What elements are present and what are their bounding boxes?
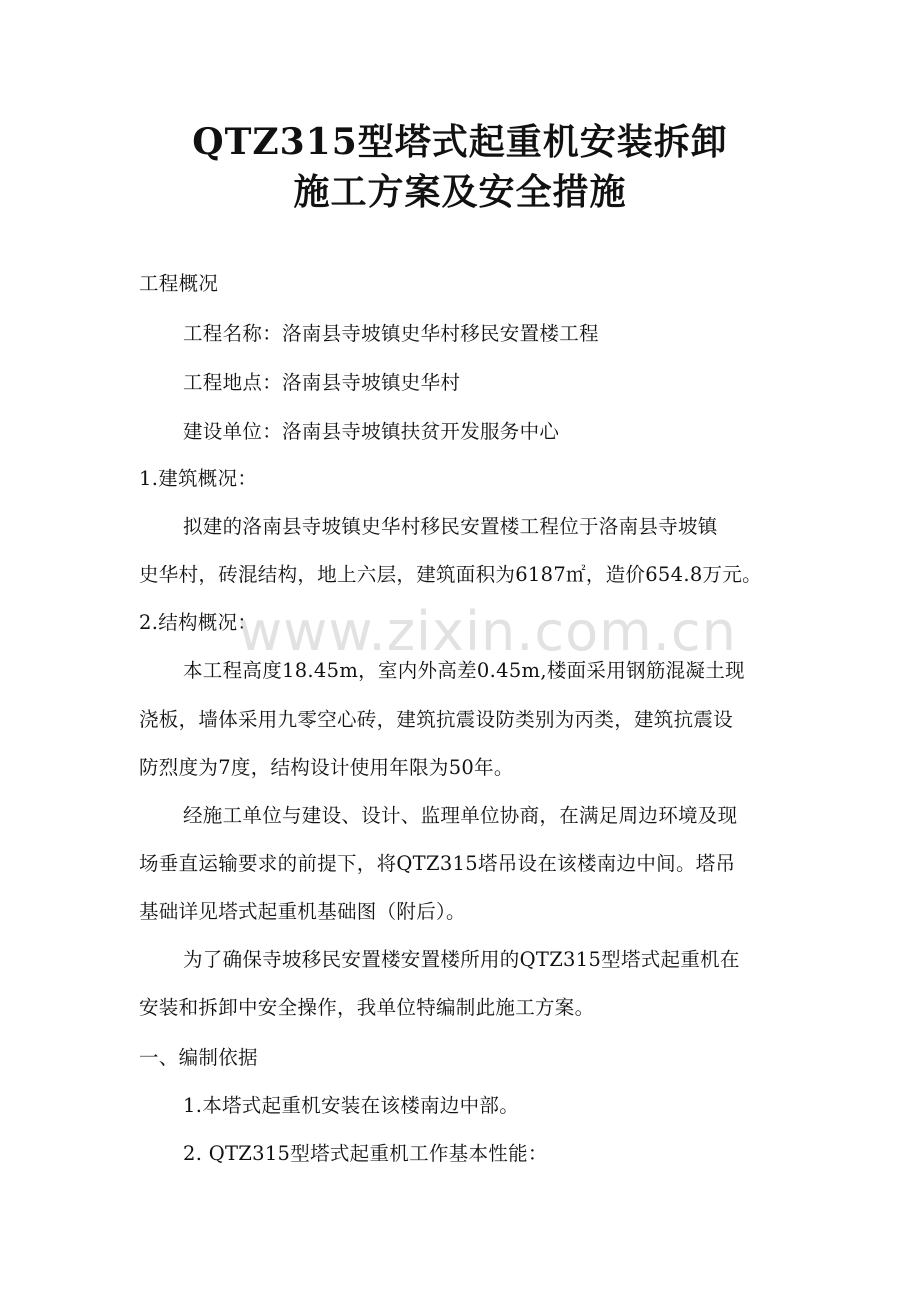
paragraph-line: 本工程高度18.45m，室内外高差0.45m,楼面采用钢筋混凝土现: [183, 659, 745, 682]
list-item: 1.本塔式起重机安装在该楼南边中部。: [183, 1094, 520, 1117]
owner-unit-line: 建设单位：洛南县寺坡镇扶贫开发服务中心: [183, 420, 560, 443]
section-heading-structure-overview: 2.结构概况：: [139, 611, 258, 634]
paragraph-line: 史华村，砖混结构，地上六层，建筑面积为6187㎡，造价654.8万元。: [139, 563, 762, 586]
paragraph-line: 场垂直运输要求的前提下，将QTZ315塔吊设在该楼南边中间。塔吊: [139, 852, 736, 875]
paragraph-line: 安装和拆卸中安全操作，我单位特编制此施工方案。: [139, 996, 595, 1019]
paragraph-line: 拟建的洛南县寺坡镇史华村移民安置楼工程位于洛南县寺坡镇: [183, 515, 718, 538]
list-item: 2. QTZ315型塔式起重机工作基本性能：: [183, 1142, 548, 1165]
paragraph-line: 经施工单位与建设、设计、监理单位协商，在满足周边环境及现: [183, 804, 738, 827]
document-title-line-2: 施工方案及安全措施: [293, 171, 627, 213]
section-heading-basis: 一、编制依据: [139, 1046, 258, 1069]
section-heading-building-overview: 1.建筑概况：: [139, 467, 258, 490]
project-name-line: 工程名称：洛南县寺坡镇史华村移民安置楼工程: [183, 322, 599, 345]
document-title-line-1: QTZ315型塔式起重机安装拆卸: [192, 121, 728, 163]
section-heading-project-overview: 工程概况: [139, 272, 219, 295]
paragraph-line: 防烈度为7度，结构设计使用年限为50年。: [139, 756, 514, 779]
paragraph-line: 浇板，墙体采用九零空心砖，建筑抗震设防类别为丙类，建筑抗震设: [139, 708, 734, 731]
paragraph-line: 为了确保寺坡移民安置楼安置楼所用的QTZ315型塔式起重机在: [183, 948, 740, 971]
watermark-text: www.zixin.com.cn: [238, 600, 737, 663]
project-location-line: 工程地点：洛南县寺坡镇史华村: [183, 371, 461, 394]
paragraph-line: 基础详见塔式起重机基础图（附后）。: [139, 900, 466, 923]
